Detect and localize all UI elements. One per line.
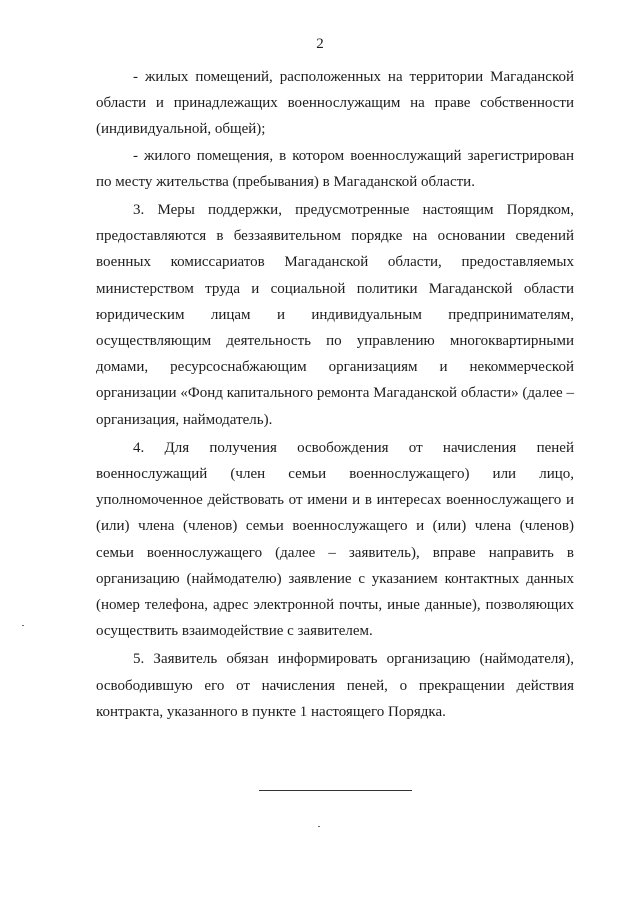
paragraph-residential-premises: - жилых помещений, расположенных на территории Магаданской области и принадлежащих военнослужащим на праве собственности (индивидуальной, общей); bbox=[96, 69, 574, 138]
paragraph-applicant-obligation: 5. Заявитель обязан информировать организацию (наймодателя), освободившую его от начисления пеней, о прекращении действия контракта, указанного в пункте 1 настоящего Порядка. bbox=[96, 651, 574, 720]
page-number: 2 bbox=[316, 36, 324, 52]
paragraph-support-measures: 3. Меры поддержки, предусмотренные настоящим Порядком, предоставляются в беззаявительном порядке на основании сведений военных комиссариатов Магаданской области, предоставляемых министерством труда и социальной политики Магаданской области юридическим лицам и индивидуальным предпринимателям, осуществляющим деятельность по управлению многоквартирными домами, ресурсоснабжающим организациям и некоммерческой организации «Фонд капитального ремонта Магаданской области» (далее – организация, наймодатель). bbox=[96, 202, 574, 428]
document-body bbox=[96, 64, 574, 725]
end-separator-line bbox=[259, 790, 412, 791]
scan-speck bbox=[318, 826, 320, 827]
scan-speck bbox=[22, 625, 24, 626]
paragraph-exemption-application: 4. Для получения освобождения от начисления пеней военнослужащий (член семьи военнослужащего) или лицо, уполномоченное действовать от имени и в интересах военнослужащего и (или) члена (членов) семьи военнослужащего и (или) члена (членов) семьи военнослужащего (далее – заявитель), вправе направить в организацию (наймодателю) заявление с указанием контактных данных (номер телефона, адрес электронной почты, иные данные), позволяющих осуществить взаимодействие с заявителем. bbox=[96, 439, 574, 640]
paragraph-registered-premises: - жилого помещения, в котором военнослужащий зарегистрирован по месту жительства (пребывания) в Магаданской области. bbox=[96, 147, 574, 190]
